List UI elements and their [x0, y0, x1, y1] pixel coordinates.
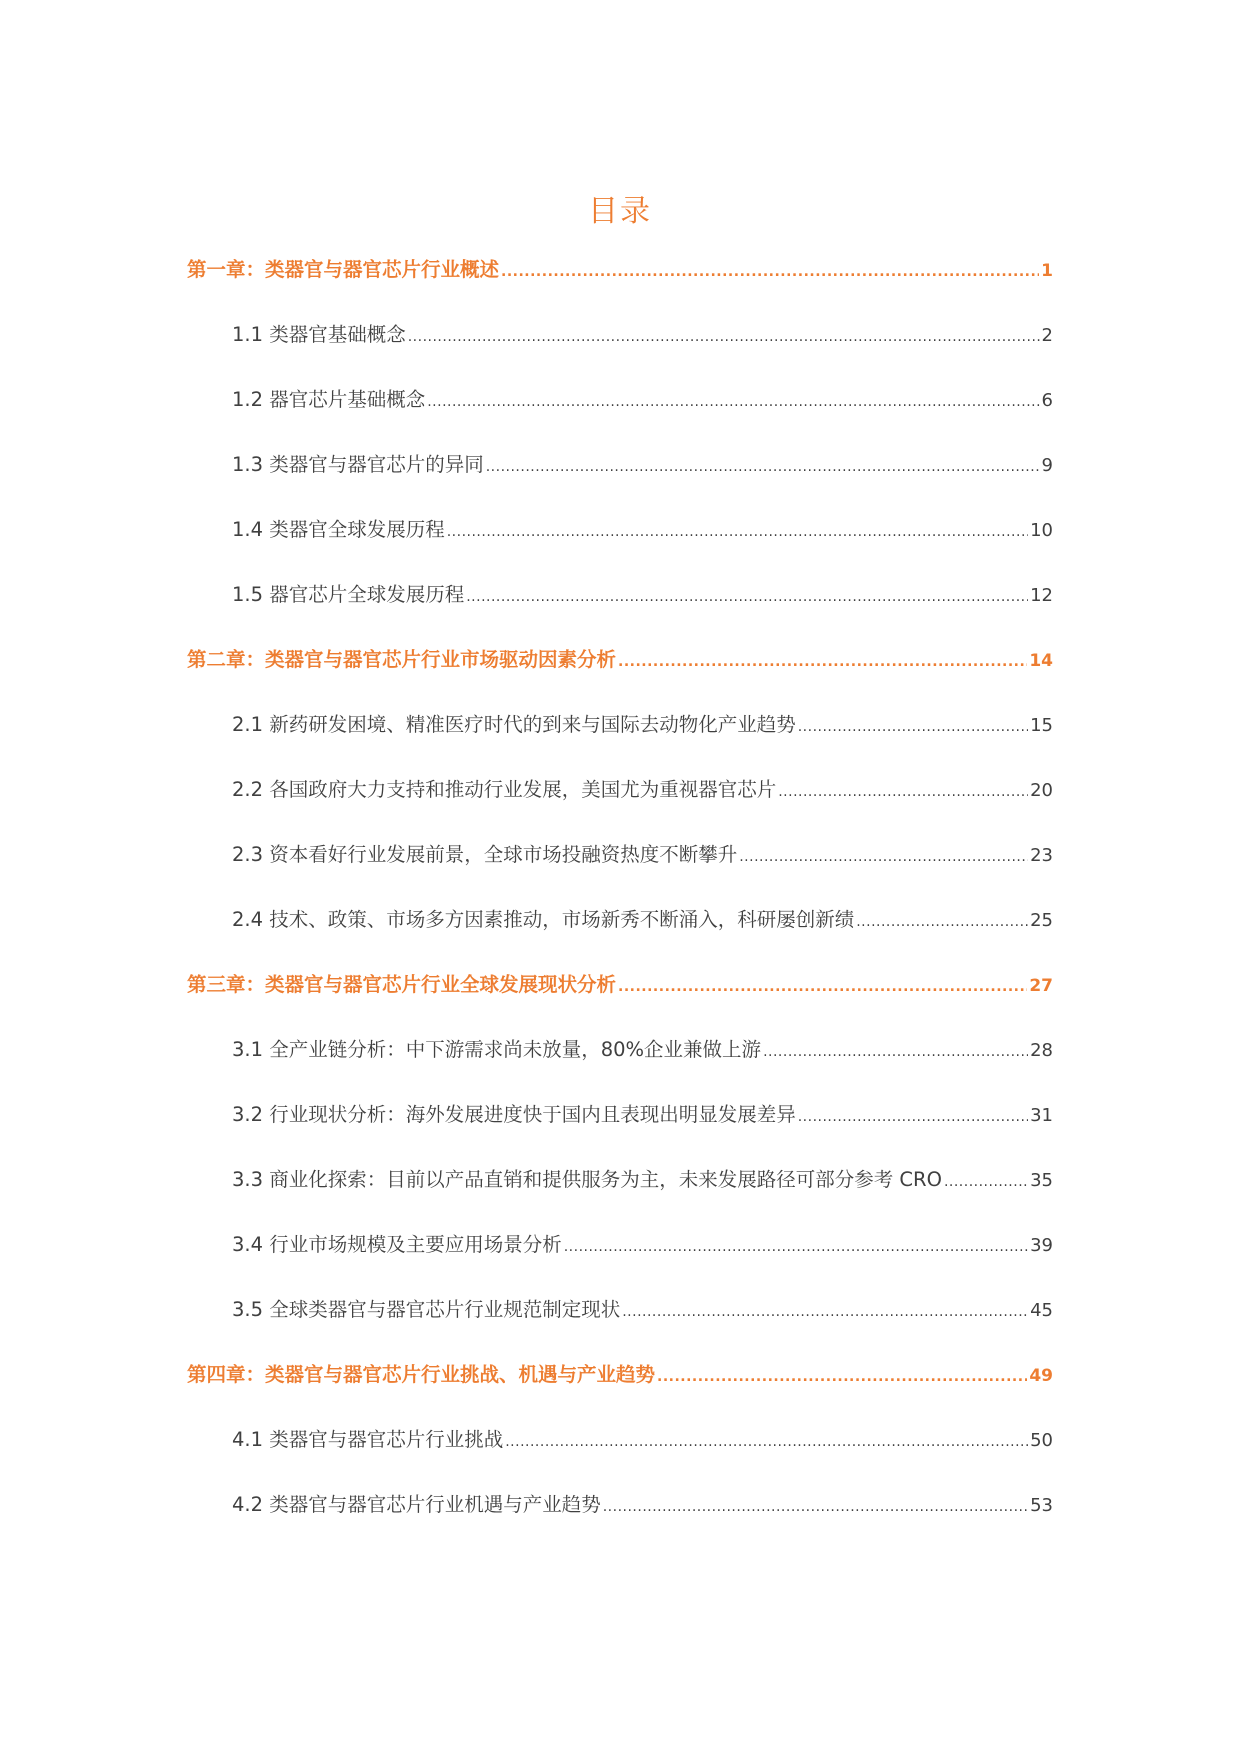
toc-dot-leader [622, 1300, 1028, 1324]
toc-dot-leader [778, 780, 1028, 804]
toc-page-number: 14 [1029, 651, 1053, 671]
toc-section-entry[interactable] [187, 778, 1053, 843]
toc-dot-leader [798, 715, 1028, 739]
toc-section-entry[interactable] [187, 713, 1053, 778]
toc-section-entry[interactable] [187, 1493, 1053, 1558]
toc-entry-title: 第一章：类器官与器官芯片行业概述 [187, 258, 500, 281]
toc-dot-leader [486, 455, 1040, 479]
toc-page-number: 10 [1030, 520, 1053, 541]
toc-page-number: 15 [1030, 715, 1053, 736]
toc-entry-title: 1.1 类器官基础概念 [232, 323, 406, 346]
toc-dot-leader [763, 1040, 1028, 1064]
toc-section-entry[interactable] [187, 1298, 1053, 1363]
toc-dot-leader [618, 650, 1027, 674]
toc-entry-title: 2.1 新药研发困境、精准医疗时代的到来与国际去动物化产业趋势 [232, 713, 796, 736]
toc-page-number: 35 [1030, 1170, 1053, 1191]
toc-page-number: 6 [1041, 390, 1053, 411]
toc-entry-title: 4.2 类器官与器官芯片行业机遇与产业趋势 [232, 1493, 601, 1516]
toc-dot-leader [564, 1235, 1028, 1259]
toc-section-entry[interactable] [187, 843, 1053, 908]
toc-entry-title: 第二章：类器官与器官芯片行业市场驱动因素分析 [187, 648, 617, 671]
toc-section-entry[interactable] [187, 453, 1053, 518]
toc-entry-title: 3.2 行业现状分析：海外发展进度快于国内且表现出明显发展差异 [232, 1103, 796, 1126]
toc-page-number: 49 [1029, 1366, 1053, 1386]
toc-entry-title: 3.4 行业市场规模及主要应用场景分析 [232, 1233, 562, 1256]
toc-page-number: 23 [1030, 845, 1053, 866]
toc-page-number: 12 [1030, 585, 1053, 606]
toc-page-number: 39 [1030, 1235, 1053, 1256]
toc-dot-leader [408, 325, 1040, 349]
toc-entry-title: 第三章：类器官与器官芯片行业全球发展现状分析 [187, 973, 617, 996]
toc-page-number: 2 [1041, 325, 1053, 346]
toc-entry-title: 2.2 各国政府大力支持和推动行业发展，美国尤为重视器官芯片 [232, 778, 777, 801]
toc-entry-title: 2.3 资本看好行业发展前景，全球市场投融资热度不断攀升 [232, 843, 738, 866]
toc-entry-title: 1.3 类器官与器官芯片的异同 [232, 453, 484, 476]
table-of-contents [187, 258, 1053, 1558]
toc-dot-leader [466, 585, 1028, 609]
toc-page-number: 27 [1029, 976, 1053, 996]
page-title: 目录 [588, 194, 652, 229]
toc-section-entry[interactable] [187, 1038, 1053, 1103]
toc-page-number: 28 [1030, 1040, 1053, 1061]
toc-page-number: 25 [1030, 910, 1053, 931]
toc-dot-leader [739, 845, 1028, 869]
toc-page-number: 50 [1030, 1430, 1053, 1451]
toc-section-entry[interactable] [187, 1428, 1053, 1493]
toc-page-number: 45 [1030, 1300, 1053, 1321]
toc-dot-leader [501, 260, 1039, 284]
toc-section-entry[interactable] [187, 1103, 1053, 1168]
toc-dot-leader [603, 1495, 1028, 1519]
toc-section-entry[interactable] [187, 388, 1053, 453]
toc-entry-title: 2.4 技术、政策、市场多方因素推动，市场新秀不断涌入，科研屡创新绩 [232, 908, 855, 931]
toc-entry-title: 1.4 类器官全球发展历程 [232, 518, 445, 541]
toc-entry-title: 3.1 全产业链分析：中下游需求尚未放量，80%企业兼做上游 [232, 1038, 762, 1061]
toc-section-entry[interactable] [187, 1233, 1053, 1298]
toc-section-entry[interactable] [187, 908, 1053, 973]
toc-dot-leader [447, 520, 1028, 544]
toc-section-entry[interactable] [187, 1168, 1053, 1233]
toc-entry-title: 3.3 商业化探索：目前以产品直销和提供服务为主，未来发展路径可部分参考 CRO [232, 1168, 942, 1191]
toc-dot-leader [618, 975, 1027, 999]
toc-section-entry[interactable] [187, 583, 1053, 648]
toc-dot-leader [657, 1365, 1027, 1389]
toc-chapter-entry[interactable] [187, 258, 1053, 323]
toc-chapter-entry[interactable] [187, 1363, 1053, 1428]
toc-dot-leader [856, 910, 1028, 934]
toc-entry-title: 1.2 器官芯片基础概念 [232, 388, 426, 411]
toc-dot-leader [505, 1430, 1028, 1454]
toc-page-number: 1 [1041, 261, 1053, 281]
toc-chapter-entry[interactable] [187, 973, 1053, 1038]
toc-entry-title: 3.5 全球类器官与器官芯片行业规范制定现状 [232, 1298, 621, 1321]
toc-dot-leader [944, 1170, 1028, 1194]
toc-page-number: 53 [1030, 1495, 1053, 1516]
toc-entry-title: 4.1 类器官与器官芯片行业挑战 [232, 1428, 504, 1451]
toc-dot-leader [798, 1105, 1028, 1129]
toc-entry-title: 第四章：类器官与器官芯片行业挑战、机遇与产业趋势 [187, 1363, 656, 1386]
toc-page-number: 9 [1041, 455, 1053, 476]
toc-page-number: 31 [1030, 1105, 1053, 1126]
toc-section-entry[interactable] [187, 518, 1053, 583]
toc-section-entry[interactable] [187, 323, 1053, 388]
toc-entry-title: 1.5 器官芯片全球发展历程 [232, 583, 465, 606]
toc-page-number: 20 [1030, 780, 1053, 801]
toc-dot-leader [427, 390, 1039, 414]
toc-chapter-entry[interactable] [187, 648, 1053, 713]
